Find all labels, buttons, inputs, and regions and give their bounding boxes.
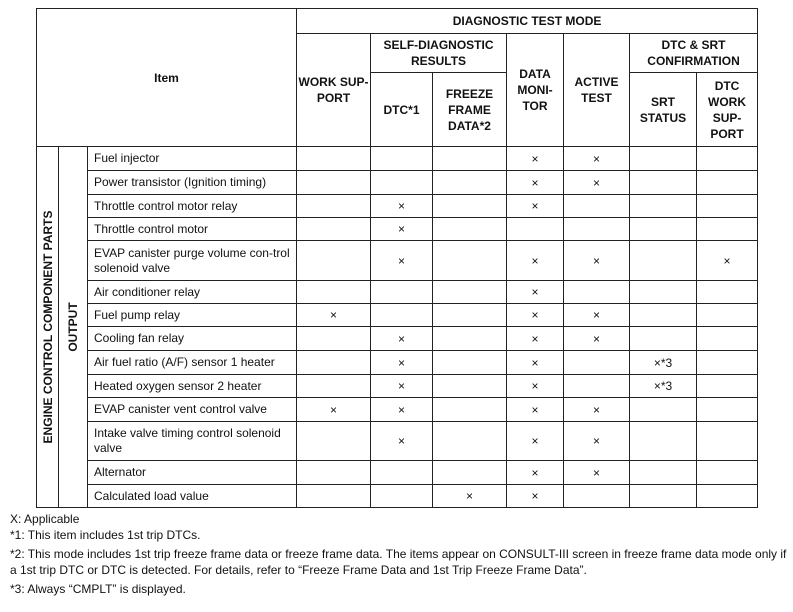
cell-srt-status [630, 195, 697, 218]
cell-data-monitor: × [507, 195, 564, 218]
cell-dtc [371, 281, 433, 304]
cell-dtc-work-support [697, 398, 758, 422]
table-row [37, 375, 758, 398]
cell-work-support: × [297, 304, 371, 327]
cell-active-test: × [564, 398, 630, 422]
cell-srt-status [630, 327, 697, 351]
cell-data-monitor: × [507, 422, 564, 461]
cell-freeze [433, 398, 507, 422]
cell-work-support [297, 241, 371, 281]
cell-dtc: × [371, 218, 433, 241]
dtc-srt-confirmation-header: DTC & SRT CONFIRMATION [630, 34, 758, 73]
cell-data-monitor: × [507, 327, 564, 351]
cell-freeze [433, 195, 507, 218]
cell-data-monitor: × [507, 171, 564, 195]
cell-dtc: × [371, 375, 433, 398]
cell-data-monitor: × [507, 461, 564, 485]
cell-work-support [297, 327, 371, 351]
data-monitor-header: DATA MONI-TOR [507, 34, 564, 147]
active-test-header: ACTIVE TEST [564, 34, 630, 147]
cell-dtc: × [371, 195, 433, 218]
cell-dtc [371, 461, 433, 485]
cell-work-support [297, 281, 371, 304]
cell-srt-status [630, 171, 697, 195]
cell-freeze [433, 147, 507, 171]
cell-work-support [297, 147, 371, 171]
cell-work-support [297, 171, 371, 195]
item-name: Fuel injector [88, 147, 297, 171]
output-subgroup-label [59, 147, 88, 508]
engine-control-group-label [37, 147, 59, 508]
cell-active-test [564, 375, 630, 398]
table-row [37, 195, 758, 218]
cell-dtc-work-support [697, 171, 758, 195]
cell-data-monitor: × [507, 375, 564, 398]
cell-dtc [371, 147, 433, 171]
cell-freeze [433, 351, 507, 375]
cell-active-test: × [564, 147, 630, 171]
cell-dtc: × [371, 327, 433, 351]
item-header: Item [37, 9, 297, 147]
cell-dtc-work-support [697, 375, 758, 398]
cell-srt-status [630, 281, 697, 304]
cell-work-support [297, 461, 371, 485]
cell-active-test [564, 485, 630, 508]
table-row [37, 218, 758, 241]
cell-active-test: × [564, 171, 630, 195]
cell-freeze [433, 281, 507, 304]
self-diagnostic-results-header: SELF-DIAGNOSTIC RESULTS [371, 34, 507, 73]
cell-work-support [297, 218, 371, 241]
cell-active-test [564, 281, 630, 304]
table-row [37, 147, 758, 171]
work-support-header: WORK SUP-PORT [297, 34, 371, 147]
diagnostic-mode-table [36, 8, 758, 508]
item-name: Alternator [88, 461, 297, 485]
cell-active-test: × [564, 241, 630, 281]
footnote-3: *3: Always “CMPLT” is displayed. [10, 582, 186, 596]
cell-work-support [297, 195, 371, 218]
cell-dtc: × [371, 398, 433, 422]
item-name: Intake valve timing control solenoid valve [88, 422, 297, 461]
dtc-header: DTC*1 [371, 73, 433, 147]
item-name: EVAP canister purge volume con-trol solenoid valve [88, 241, 297, 281]
cell-dtc-work-support [697, 422, 758, 461]
item-name: Throttle control motor [88, 218, 297, 241]
cell-dtc-work-support [697, 485, 758, 508]
cell-dtc-work-support [697, 327, 758, 351]
dtc-work-support-header: DTC WORK SUP-PORT [697, 73, 758, 147]
footnote-2: *2: This mode includes 1st trip freeze frame data or freeze frame data. The items appear on CONSULT-III screen in freeze frame data mode only if a 1st trip DTC or DTC is detected. For details, refer to “Freeze Frame Data and 1st Trip Freeze Frame Data”. [10, 547, 787, 577]
cell-freeze [433, 241, 507, 281]
cell-data-monitor: × [507, 281, 564, 304]
cell-freeze [433, 461, 507, 485]
cell-data-monitor: × [507, 147, 564, 171]
cell-dtc: × [371, 351, 433, 375]
cell-data-monitor: × [507, 241, 564, 281]
cell-active-test [564, 218, 630, 241]
cell-data-monitor: × [507, 398, 564, 422]
cell-data-monitor: × [507, 351, 564, 375]
cell-srt-status [630, 241, 697, 281]
cell-freeze [433, 422, 507, 461]
table-row [37, 304, 758, 327]
footnote-1: *1: This item includes 1st trip DTCs. [10, 528, 201, 542]
cell-work-support: × [297, 398, 371, 422]
cell-srt-status [630, 304, 697, 327]
cell-freeze [433, 218, 507, 241]
table-row [37, 241, 758, 281]
item-name: Air fuel ratio (A/F) sensor 1 heater [88, 351, 297, 375]
table-row [37, 398, 758, 422]
cell-freeze: × [433, 485, 507, 508]
item-name: Power transistor (Ignition timing) [88, 171, 297, 195]
cell-srt-status: ×*3 [630, 375, 697, 398]
cell-work-support [297, 351, 371, 375]
cell-active-test: × [564, 461, 630, 485]
table-row [37, 351, 758, 375]
cell-active-test [564, 195, 630, 218]
cell-active-test: × [564, 422, 630, 461]
item-name: Fuel pump relay [88, 304, 297, 327]
cell-data-monitor: × [507, 304, 564, 327]
item-name: Air conditioner relay [88, 281, 297, 304]
cell-data-monitor [507, 218, 564, 241]
cell-dtc-work-support [697, 218, 758, 241]
table-row [37, 327, 758, 351]
table-row [37, 171, 758, 195]
cell-dtc: × [371, 422, 433, 461]
cell-srt-status [630, 147, 697, 171]
cell-srt-status: ×*3 [630, 351, 697, 375]
cell-active-test: × [564, 304, 630, 327]
group-label-text: ENGINE CONTROL COMPONENT PARTS [40, 210, 55, 444]
cell-dtc-work-support [697, 351, 758, 375]
cell-freeze [433, 327, 507, 351]
subgroup-label-text: OUTPUT [66, 302, 80, 352]
cell-dtc-work-support: × [697, 241, 758, 281]
cell-srt-status [630, 398, 697, 422]
cell-dtc [371, 304, 433, 327]
item-name: Throttle control motor relay [88, 195, 297, 218]
item-name: Heated oxygen sensor 2 heater [88, 375, 297, 398]
diagnostic-test-mode-header: DIAGNOSTIC TEST MODE [297, 9, 758, 34]
cell-dtc-work-support [697, 281, 758, 304]
cell-srt-status [630, 218, 697, 241]
cell-freeze [433, 304, 507, 327]
footnotes [10, 511, 790, 600]
cell-dtc-work-support [697, 147, 758, 171]
cell-freeze [433, 171, 507, 195]
cell-freeze [433, 375, 507, 398]
table-row [37, 281, 758, 304]
legend-note: X: Applicable [10, 512, 80, 526]
cell-work-support [297, 375, 371, 398]
cell-active-test: × [564, 327, 630, 351]
cell-dtc-work-support [697, 195, 758, 218]
cell-data-monitor: × [507, 485, 564, 508]
cell-work-support [297, 485, 371, 508]
cell-active-test [564, 351, 630, 375]
item-name: Calculated load value [88, 485, 297, 508]
cell-srt-status [630, 485, 697, 508]
cell-dtc-work-support [697, 461, 758, 485]
cell-dtc: × [371, 241, 433, 281]
freeze-frame-header: FREEZE FRAME DATA*2 [433, 73, 507, 147]
cell-dtc-work-support [697, 304, 758, 327]
cell-dtc [371, 485, 433, 508]
cell-srt-status [630, 461, 697, 485]
srt-status-header: SRT STATUS [630, 73, 697, 147]
item-name: Cooling fan relay [88, 327, 297, 351]
item-name: EVAP canister vent control valve [88, 398, 297, 422]
cell-work-support [297, 422, 371, 461]
table-row [37, 485, 758, 508]
cell-srt-status [630, 422, 697, 461]
table-row [37, 461, 758, 485]
cell-dtc [371, 171, 433, 195]
table-row [37, 422, 758, 461]
